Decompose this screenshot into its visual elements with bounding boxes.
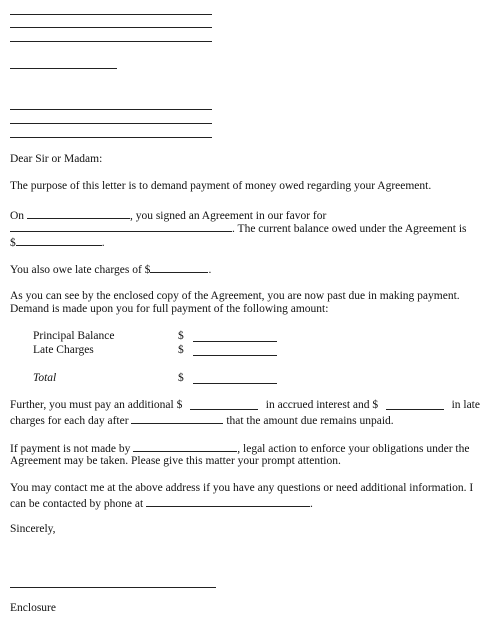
interest-text-5: that the amount due remains unpaid. (226, 415, 394, 427)
closing: Sincerely, (10, 523, 56, 535)
balance-amount-blank[interactable] (16, 234, 102, 246)
contact-line-1 (10, 481, 480, 495)
balance-period: . (101, 237, 105, 249)
interest-amount-blank[interactable] (190, 398, 258, 410)
interest-line-2 (10, 412, 394, 428)
late-charges-line (10, 261, 211, 277)
late-charges-label: Late Charges (33, 344, 94, 356)
recipient-address-line-1[interactable] (10, 109, 212, 110)
total-currency: $ (178, 372, 184, 384)
phone-number-blank[interactable] (146, 495, 310, 507)
legal-text-1: If payment is not made by (10, 443, 131, 455)
pastdue-line-2: Demand is made upon you for full payment of the following amount: (10, 303, 329, 315)
agreement-line-3 (10, 234, 105, 250)
payment-deadline-blank[interactable] (133, 440, 237, 452)
enclosure-label: Enclosure (10, 602, 56, 614)
total-label: Total (33, 372, 57, 384)
balance-dollar-sign: $ (10, 237, 16, 249)
sender-address-line-1[interactable] (10, 14, 212, 15)
agreement-date-blank[interactable] (27, 207, 130, 219)
agreement-purpose-blank[interactable] (10, 220, 232, 232)
interest-text-2: in accrued interest and $ (265, 399, 379, 411)
late-charges-text: You also owe late charges of $ (10, 264, 151, 276)
late-charges-blank[interactable] (150, 261, 208, 273)
recipient-address-line-2[interactable] (10, 123, 212, 124)
balance-text: . The current balance owed under the Agreement is (232, 223, 467, 235)
principal-currency: $ (178, 330, 184, 342)
late-daily-amount-blank[interactable] (386, 398, 444, 410)
contact-text-1: You may contact me at the above address if you have any questions or need additional information. I (10, 482, 474, 494)
principal-amount-blank[interactable] (193, 341, 277, 342)
interest-text-1: Further, you must pay an additional $ (10, 399, 183, 411)
purpose-paragraph: The purpose of this letter is to demand payment of money owed regarding your Agreement. (10, 180, 432, 192)
date-line[interactable] (10, 68, 117, 69)
recipient-address-line-3[interactable] (10, 137, 212, 138)
sender-address-line-3[interactable] (10, 41, 212, 42)
sender-address-line-2[interactable] (10, 27, 212, 28)
interest-text-4: charges for each day after (10, 415, 129, 427)
late-charges-period: . (208, 264, 212, 276)
legal-text-2: , legal action to enforce your obligations under the (237, 443, 470, 455)
interest-text-3: in late (451, 399, 480, 411)
signed-text: , you signed an Agreement in our favor for (129, 210, 327, 222)
due-date-blank[interactable] (131, 412, 223, 424)
legal-line-2: Agreement may be taken. Please give this matter your prompt attention. (10, 455, 341, 467)
contact-text-2: can be contacted by phone at (10, 498, 144, 510)
greeting: Dear Sir or Madam: (10, 153, 103, 165)
signature-line[interactable] (10, 587, 216, 588)
interest-line-1 (10, 398, 480, 412)
principal-balance-label: Principal Balance (33, 330, 115, 342)
pastdue-line-1: As you can see by the enclosed copy of the Agreement, you are now past due in making payment. (10, 290, 460, 302)
contact-period: . (310, 498, 313, 510)
total-amount-blank[interactable] (193, 383, 277, 384)
contact-line-2 (10, 495, 313, 511)
late-currency: $ (178, 344, 184, 356)
on-label: On (10, 210, 25, 222)
late-amount-blank[interactable] (193, 355, 277, 356)
